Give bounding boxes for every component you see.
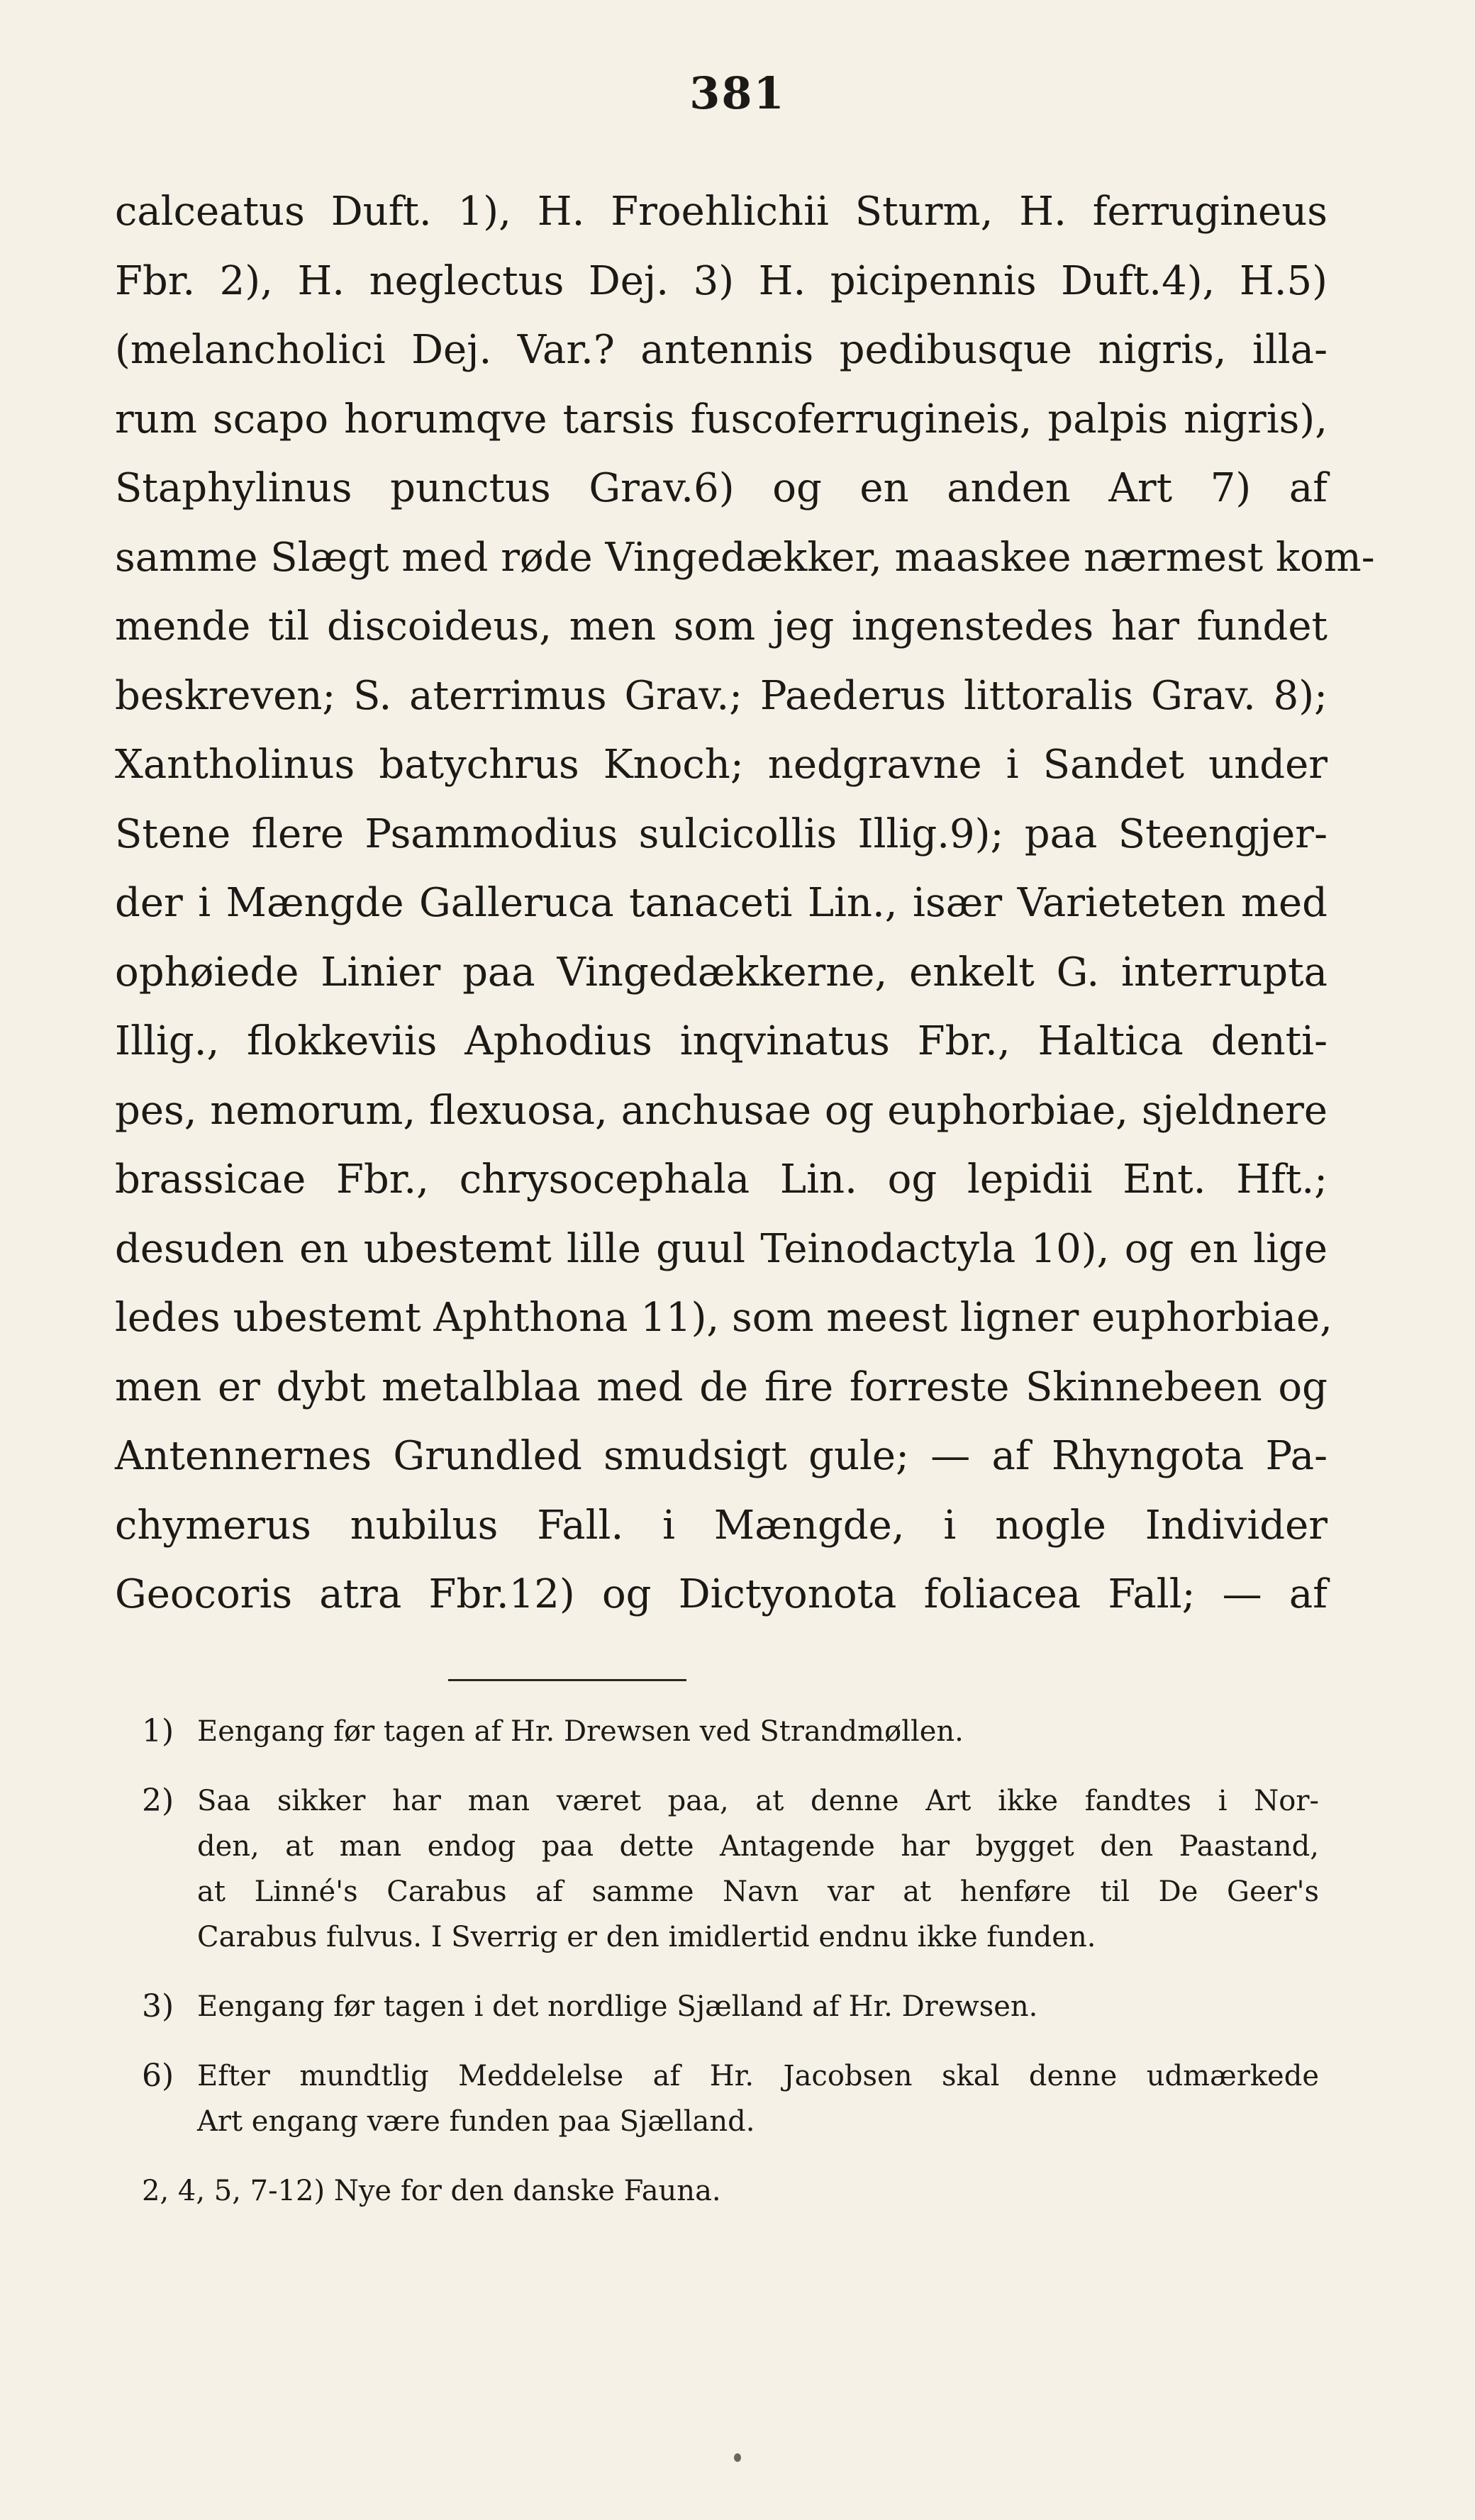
footnote-number: 6) xyxy=(142,2058,174,2094)
body-line: Illig., flokkeviis Aphodius inqvinatus Fbr., Haltica denti- xyxy=(115,1018,1328,1064)
footnote xyxy=(142,1709,1319,1754)
page-number: 381 xyxy=(689,67,786,119)
body-line: ledes ubestemt Aphthona 11), som meest ligner euphorbiae, xyxy=(115,1295,1332,1341)
body-line: Antennernes Grundled smudsigt gule; — af Rhyngota Pa- xyxy=(115,1433,1328,1479)
body-text xyxy=(115,177,1375,1629)
footnote xyxy=(142,1778,1319,1960)
footnote-line: Eengang før tagen i det nordlige Sjælland af Hr. Drewsen. xyxy=(197,1990,1038,2023)
footnote-number: 3) xyxy=(142,1988,174,2024)
footnote xyxy=(142,2053,1319,2144)
body-line: chymerus nubilus Fall. i Mængde, i nogle Individer xyxy=(115,1502,1328,1549)
body-line: der i Mængde Galleruca tanaceti Lin., især Varieteten med xyxy=(115,880,1328,926)
body-line: mende til discoideus, men som jeg ingenstedes har fundet xyxy=(115,603,1328,649)
footnote xyxy=(142,2168,1319,2214)
footnote-text: Nye for den danske Fauna. xyxy=(333,2175,721,2207)
body-line: calceatus Duft. 1), H. Froehlichii Sturm, H. ferrugineus xyxy=(115,189,1328,235)
body-line: Stene flere Psammodius sulcicollis Illig.9); paa Steengjer- xyxy=(115,810,1328,857)
body-line: brassicae Fbr., chrysocephala Lin. og lepidii Ent. Hft.; xyxy=(115,1156,1328,1203)
footnote-line: Eengang før tagen af Hr. Drewsen ved Strandmøllen. xyxy=(197,1715,964,1748)
footnote-line: at Linné's Carabus af samme Navn var at henføre til De Geer's xyxy=(197,1875,1319,1908)
footnote-number: 1) xyxy=(142,1713,174,1749)
body-line: Fbr. 2), H. neglectus Dej. 3) H. picipennis Duft.4), H.5) xyxy=(115,257,1328,304)
body-line: men er dybt metalblaa med de fire forreste Skinnebeen og xyxy=(115,1364,1328,1410)
footnote-line: Saa sikker har man været paa, at denne Art ikke fandtes i Nor- xyxy=(197,1785,1319,1817)
body-line: pes, nemorum, flexuosa, anchusae og euphorbiae, sjeldnere xyxy=(115,1087,1328,1134)
footnote-line: Art engang være funden paa Sjælland. xyxy=(197,2105,755,2138)
footnote xyxy=(142,1984,1319,2029)
body-line: Xantholinus batychrus Knoch; nedgravne i Sandet under xyxy=(115,742,1328,788)
body-line: Staphylinus punctus Grav.6) og en anden Art 7) af xyxy=(115,465,1328,511)
footnotes xyxy=(142,1709,1319,2238)
footnote-line: Carabus fulvus. I Sverrig er den imidlertid endnu ikke funden. xyxy=(197,1921,1096,1953)
ink-speck xyxy=(734,2453,741,2462)
footnote-number: 2, 4, 5, 7-12) xyxy=(142,2175,325,2207)
body-line: desuden en ubestemt lille guul Teinodactyla 10), og en lige xyxy=(115,1225,1328,1272)
footnote-number: 2) xyxy=(142,1783,174,1819)
footnote-line: den, at man endog paa dette Antagende har bygget den Paastand, xyxy=(197,1830,1319,1863)
body-line: rum scapo horumqve tarsis fuscoferrugineis, palpis nigris), xyxy=(115,396,1328,442)
footnote-line xyxy=(142,2168,1319,2214)
footnote-line: Efter mundtlig Meddelelse af Hr. Jacobsen skal denne udmærkede xyxy=(197,2060,1319,2092)
body-line: Geocoris atra Fbr.12) og Dictyonota foliacea Fall; — af xyxy=(115,1571,1328,1617)
body-line: beskreven; S. aterrimus Grav.; Paederus littoralis Grav. 8); xyxy=(115,672,1328,719)
footnote-divider xyxy=(448,1679,686,1681)
body-line: (melancholici Dej. Var.? antennis pedibusque nigris, illa- xyxy=(115,327,1328,373)
body-line: ophøiede Linier paa Vingedækkerne, enkelt G. interrupta xyxy=(115,949,1328,996)
body-line: samme Slægt med røde Vingedækker, maaskee nærmest kom- xyxy=(115,534,1375,581)
